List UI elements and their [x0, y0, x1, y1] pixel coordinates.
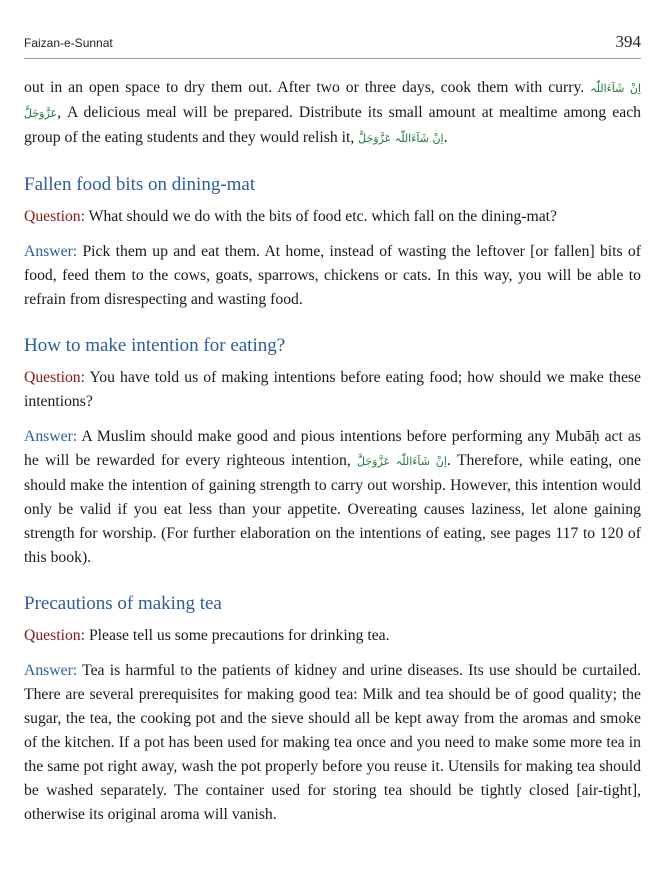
question-text: You have told us of making intentions before eating food; how should we make these intentions?: [24, 369, 641, 410]
book-title: Faizan-e-Sunnat: [24, 36, 113, 50]
answer-paragraph: [24, 240, 641, 312]
page-number: 394: [615, 32, 641, 51]
arabic-phrase: اِنْ شَآءَاللّٰہ عَزَّوَجَلَّ: [358, 132, 444, 145]
intro-text-2: , A delicious meal will be prepared. Distribute its small amount at mealtime among each group of the eating students and they would relish it,: [24, 104, 641, 146]
arabic-phrase: اِنْ شَآءَاللّٰہ عَزَّوَجَلَّ: [356, 455, 447, 468]
answer-label: Answer:: [24, 662, 78, 679]
page-header: [24, 28, 641, 59]
answer-label: Answer:: [24, 428, 78, 445]
page-content: [24, 76, 641, 838]
answer-text: Tea is harmful to the patients of kidney and urine diseases. Its use should be curtailed. There are several prerequisites for making good tea: Milk and tea should be of good quality; the sugar, the tea, the cooking pot and the sieve should all be kept away from the aromas and smoke of the kitchen. If a pot has been used for making tea once and you need to make some more tea in the same pot right away, wash the pot properly before you reuse it. Utensils for making tea should be washed separately. The container used for storing tea should be tightly closed [air-tight], otherwise its original aroma will vanish.: [24, 662, 641, 823]
section-heading-tea: Precautions of making tea: [24, 593, 222, 614]
section-heading-intention: How to make intention for eating?: [24, 335, 286, 356]
arabic-phrase: اِنْ شَآءَاللّٰہ عَزَّوَجَلَّ: [24, 82, 642, 120]
answer-paragraph: [24, 425, 641, 570]
question-label: Question:: [24, 369, 86, 386]
intro-text-1: out in an open space to dry them out. After two or three days, cook them with curry.: [24, 79, 585, 96]
answer-text: . Therefore, while eating, one should make the intention of gaining strength to carry out worship. However, this intention would only be valid if you eat less than your appetite. Overeating causes laziness, let alone gaining strength for worship. (For further elaboration on the intentions of eating, see pages 117 to 120 of this book).: [24, 452, 641, 566]
answer-paragraph: [24, 659, 641, 827]
answer-label: Answer:: [24, 243, 78, 260]
intro-paragraph: [24, 76, 641, 151]
question-text: Please tell us some precautions for drinking tea.: [85, 627, 390, 644]
question-paragraph: [24, 366, 641, 414]
answer-text: Pick them up and eat them. At home, instead of wasting the leftover [or fallen] bits of food, feed them to the cows, goats, sparrows, chickens or cats. In this way, you will be able to refrain from disrespecting and wasting food.: [24, 243, 641, 308]
question-paragraph: [24, 205, 641, 229]
question-label: Question:: [24, 627, 86, 644]
question-text: What should we do with the bits of food etc. which fall on the dining-mat?: [85, 208, 557, 225]
answer-text: A Muslim should make good and pious intentions before performing any Mubāḥ act as he will be rewarded for every righteous intention,: [24, 428, 641, 469]
question-label: Question:: [24, 208, 86, 225]
section-heading-fallen-food: Fallen food bits on dining-mat: [24, 174, 256, 195]
question-paragraph: [24, 624, 641, 648]
intro-text-3: .: [443, 129, 448, 146]
